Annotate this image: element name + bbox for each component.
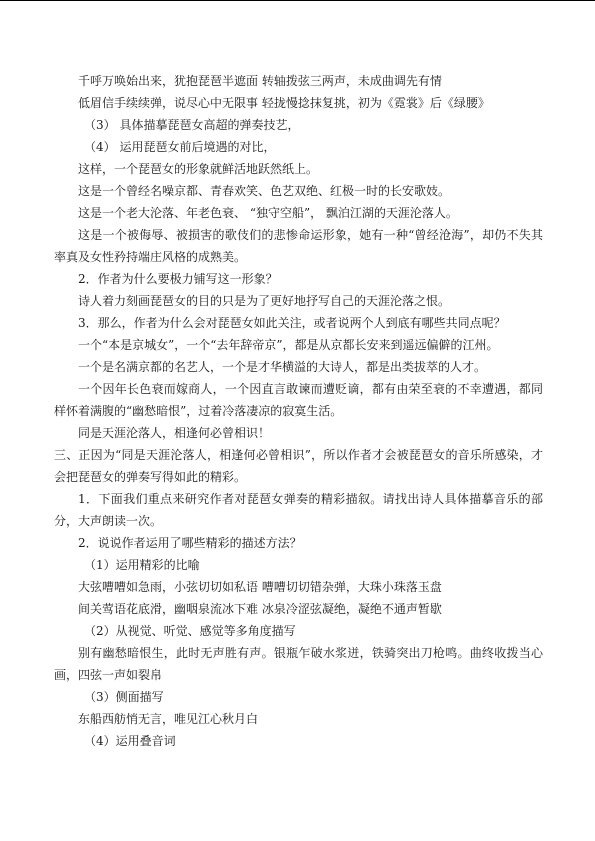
paragraph: 这是一个老大沦落、年老色衰、 “独守空船”， 飘泊江湖的天涯沦落人。 <box>78 206 458 220</box>
list-item: （3）侧面描写 <box>84 690 164 704</box>
list-item: （3） 具体描摹琵琶女高超的弹奏技艺， <box>84 118 300 132</box>
list-item: （4）运用叠音词 <box>84 734 176 748</box>
paragraph: 这是一个被侮辱、被损害的歌伎们的悲惨命运形象，她有一种“曾经沧海”，却仍不失其率真及女性矜持端庄风格的成熟美。 <box>54 228 543 264</box>
section-heading: 三、正因为“同是天涯沦落人，相逢何必曾相识”，所以作者才会被琵琶女的音乐所感染，才会把琵琶女的弹奏写得如此的精彩。 <box>54 448 543 484</box>
poem-line: 低眉信手续续弹，说尽心中无限事 轻拢慢捻抹复挑，初为《霓裳》后《绿腰》 <box>78 96 490 110</box>
poem-line: 东船西舫悄无言，唯见江心秋月白 <box>78 712 259 726</box>
paragraph: 同是天涯沦落人，相逢何必曾相识！ <box>78 426 271 440</box>
top-rule <box>0 0 595 1</box>
poem-line: 大弦嘈嘈如急雨，小弦切切如私语 嘈嘈切切错杂弹，大珠小珠落玉盘 <box>78 580 442 594</box>
list-item: （4） 运用琵琶女前后境遇的对比， <box>84 140 276 154</box>
paragraph: 一个因年长色衰而嫁商人，一个因直言敢谏而遭贬谪，都有由荣至衰的不幸遭遇，都同样怀着满腹的“幽愁暗恨”，过着冷落凄凉的寂寞生活。 <box>54 382 543 418</box>
poem-line: 间关莺语花底滑，幽咽泉流冰下难 冰泉冷涩弦凝绝，凝绝不通声暂歇 <box>78 602 442 616</box>
poem-line: 别有幽愁暗恨生，此时无声胜有声。银瓶乍破水浆迸，铁骑突出刀枪鸣。曲终收拨当心画，四弦一声如裂帛 <box>54 646 543 682</box>
question-heading: 1．下面我们重点来研究作者对琵琶女弹奏的精彩描叙。请找出诗人具体描摹音乐的部分，大声朗读一次。 <box>54 492 543 528</box>
question-heading: 2．说说作者运用了哪些精彩的描述方法？ <box>78 536 302 550</box>
paragraph: 诗人着力刻画琵琶女的目的只是为了更好地抒写自己的天涯沦落之恨。 <box>78 294 451 308</box>
list-item: （2）从视觉、听觉、感觉等多角度描写 <box>84 624 296 638</box>
paragraph: 一个是名满京都的名艺人，一个是才华横溢的大诗人，都是出类拔萃的人才。 <box>78 360 487 374</box>
paragraph: 一个“本是京城女”，一个“去年辞帝京”，都是从京都长安来到遥远偏僻的江州。 <box>78 338 499 352</box>
question-heading: 2．作者为什么要极力铺写这一形象？ <box>78 272 278 286</box>
poem-line: 千呼万唤始出来，犹抱琵琶半遮面 转轴拨弦三两声，未成曲调先有情 <box>78 74 442 88</box>
list-item: （1）运用精彩的比喻 <box>84 558 200 572</box>
paragraph: 这是一个曾经名噪京都、青春欢笑、色艺双绝、红极一时的长安歌妓。 <box>78 184 451 198</box>
paragraph: 这样，一个琵琶女的形象就鲜活地跃然纸上。 <box>78 162 319 176</box>
question-heading: 3．那么，作者为什么会对琵琶女如此关注，或者说两个人到底有哪些共同点呢？ <box>78 316 506 330</box>
